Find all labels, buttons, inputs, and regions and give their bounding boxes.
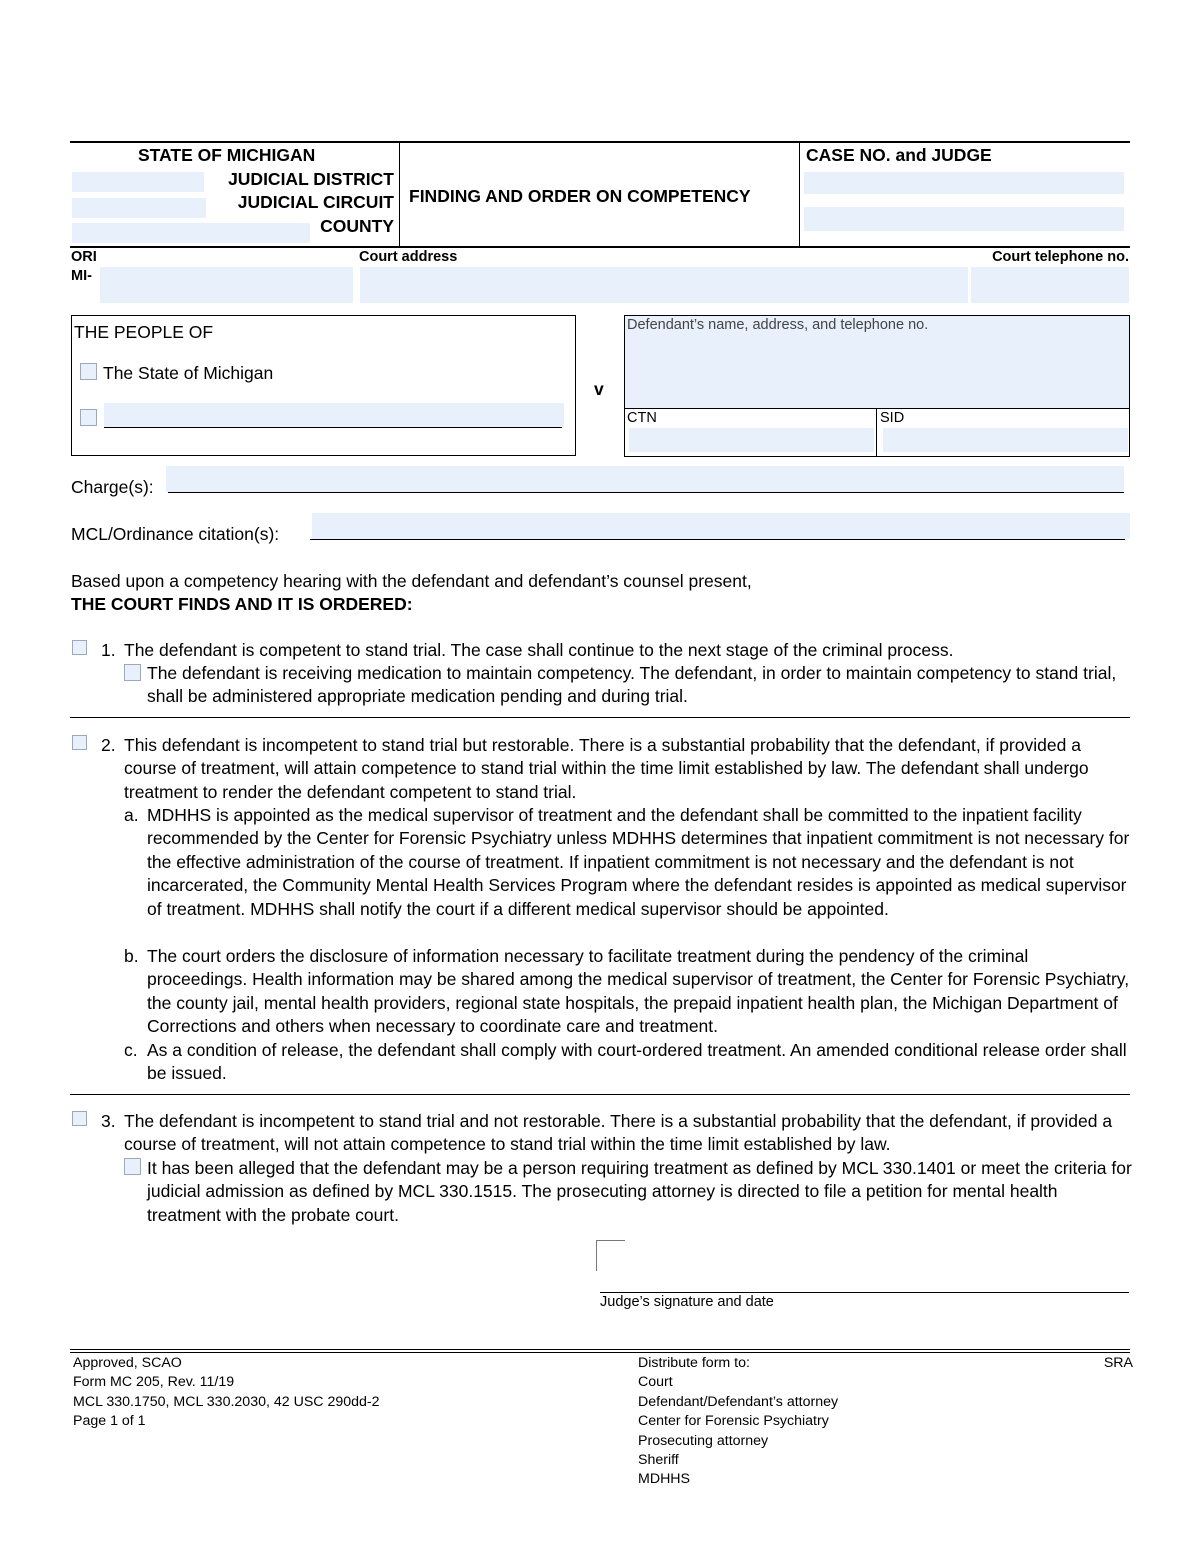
item-1-checkbox[interactable] <box>72 640 87 655</box>
charges-label: Charge(s): <box>71 477 154 497</box>
ori-field[interactable] <box>100 267 353 303</box>
ori-label: ORI <box>71 249 97 265</box>
item-1-medication-checkbox[interactable] <box>124 664 141 681</box>
people-of-label: THE PEOPLE OF <box>74 322 214 342</box>
footer-rule-top <box>70 1349 1130 1350</box>
item-1-medication-text: The defendant is receiving medication to maintain competency. The defendant, in order to maintain competency to stand trial, shall be administered appropriate medication pending and during trial. <box>147 663 1117 707</box>
judge-signature-field[interactable] <box>600 1246 1129 1292</box>
court-telephone-field[interactable] <box>971 267 1129 303</box>
footer-rule-bottom <box>70 1352 1130 1353</box>
header-top-rule <box>70 141 1130 143</box>
header-bottom-rule <box>70 246 1130 248</box>
state-of-michigan-label: The State of Michigan <box>103 363 274 383</box>
item-2b-text: The court orders the disclosure of information necessary to facilitate treatment during the pendency of the criminal proceedings. Health information may be shared among the medical supervisor of treatment, the Center for Forensic Psychiatry, the county jail, mental health providers, regional state hospitals, the prepaid inpatient health plan, the Michigan Department of Corrections and others when necessary to coordinate care and treatment. <box>147 946 1130 1037</box>
court-address-label: Court address <box>359 249 458 265</box>
section-divider-1 <box>70 717 1130 718</box>
mcl-citation-underline <box>310 539 1125 540</box>
judge-field[interactable] <box>804 207 1124 231</box>
county-name-field[interactable] <box>72 223 310 243</box>
item-2c-text: As a condition of release, the defendant shall comply with court-ordered treatment. An amended conditional release order shall be issued. <box>147 1040 1127 1084</box>
footer-form-number: Form MC 205, Rev. 11/19 <box>73 1374 235 1391</box>
circuit-number-field[interactable] <box>72 198 206 218</box>
mcl-citation-label: MCL/Ordinance citation(s): <box>71 524 280 544</box>
footer-page-number: Page 1 of 1 <box>73 1413 146 1430</box>
judicial-circuit-label: JUDICIAL CIRCUIT <box>237 192 394 212</box>
distribute-label: Distribute form to: <box>638 1355 750 1371</box>
ctn-label: CTN <box>627 410 657 426</box>
other-plaintiff-checkbox[interactable] <box>80 409 97 426</box>
footer-distribution <box>638 1354 838 1490</box>
county-label: COUNTY <box>320 216 394 236</box>
header-divider-right <box>799 142 800 246</box>
signature-line <box>600 1292 1129 1293</box>
item-2-number: 2. <box>101 735 116 755</box>
item-2c-letter: c. <box>124 1040 138 1060</box>
header-divider-left <box>399 142 400 246</box>
case-number-field[interactable] <box>804 172 1124 194</box>
court-telephone-label: Court telephone no. <box>992 249 1129 265</box>
district-number-field[interactable] <box>72 172 204 192</box>
sid-field[interactable] <box>883 428 1128 452</box>
item-2a-letter: a. <box>124 805 139 825</box>
distribute-item: Center for Forensic Psychiatry <box>638 1413 829 1430</box>
item-3-text: The defendant is incompetent to stand trial and not restorable. There is a substantial probability that the defendant, if provided a course of treatment, will not attain competence to stand trial within the time limit established by law. <box>124 1111 1113 1155</box>
versus-label: v <box>594 379 604 399</box>
defendant-box-divider <box>625 408 1129 409</box>
distribute-item: MDHHS <box>638 1471 691 1488</box>
item-2b-letter: b. <box>124 946 139 966</box>
charges-underline <box>168 492 1124 493</box>
footer-mcl-citations: MCL 330.1750, MCL 330.2030, 42 USC 290dd-2 <box>73 1393 380 1410</box>
state-of-michigan-checkbox[interactable] <box>80 363 97 380</box>
ctn-field[interactable] <box>629 428 874 452</box>
intro-text: Based upon a competency hearing with the defendant and defendant’s counsel present, <box>71 571 752 591</box>
sid-label: SID <box>880 410 905 426</box>
mcl-citation-field[interactable] <box>312 513 1130 539</box>
footer-approved: Approved, SCAO <box>73 1355 182 1371</box>
footer-sra: SRA <box>1103 1355 1133 1371</box>
section-divider-2 <box>70 1094 1130 1095</box>
distribute-item: Sheriff <box>638 1452 679 1469</box>
judge-signature-label: Judge’s signature and date <box>600 1294 774 1310</box>
state-heading: STATE OF MICHIGAN <box>138 145 316 165</box>
other-plaintiff-underline <box>104 427 562 428</box>
ctn-sid-divider <box>876 409 877 456</box>
item-3-petition-checkbox[interactable] <box>124 1158 141 1175</box>
other-plaintiff-field[interactable] <box>104 403 564 427</box>
item-2-text: This defendant is incompetent to stand trial but restorable. There is a substantial probability that the defendant, if provided a course of treatment, will attain competence to stand trial within the time limit established by law. The defendant shall undergo treatment to render the defendant competent to stand trial. <box>124 735 1089 802</box>
charges-field[interactable] <box>166 466 1124 492</box>
item-3-number: 3. <box>101 1111 116 1131</box>
item-2-checkbox[interactable] <box>72 735 87 750</box>
item-3-petition-text: It has been alleged that the defendant may be a person requiring treatment as defined by MCL 330.1401 or meet the criteria for judicial admission as defined by MCL 330.1515. The prosecuting attorney is directed to file a petition for mental health treatment with the probate court. <box>147 1158 1132 1225</box>
court-address-field[interactable] <box>360 267 968 303</box>
item-1-text: The defendant is competent to stand trial. The case shall continue to the next stage of the criminal process. <box>124 640 954 660</box>
distribute-item: Defendant/Defendant’s attorney <box>638 1393 839 1410</box>
order-heading: THE COURT FINDS AND IT IS ORDERED: <box>71 594 413 614</box>
form-title: FINDING AND ORDER ON COMPETENCY <box>409 186 751 206</box>
judicial-district-label: JUDICIAL DISTRICT <box>228 169 394 189</box>
mi-label: MI- <box>71 268 92 284</box>
item-2a-text: MDHHS is appointed as the medical supervisor of treatment and the defendant shall be committed to the inpatient facility recommended by the Center for Forensic Psychiatry unless MDHHS determines that inpatient commitment is not necessary for the effective administration of the course of treatment. If inpatient commitment is not necessary and the defendant is not incarcerated, the Community Mental Health Services Program where the defendant resides is appointed as medical supervisor of treatment. MDHHS shall notify the court if a different medical supervisor should be appointed. <box>147 805 1130 919</box>
distribute-item: Court <box>638 1374 673 1391</box>
defendant-info-label: Defendant’s name, address, and telephone no. <box>627 317 929 333</box>
item-1-number: 1. <box>101 640 116 660</box>
case-number-label: CASE NO. and JUDGE <box>806 145 992 165</box>
distribute-item: Prosecuting attorney <box>638 1432 769 1449</box>
footer-left <box>73 1354 380 1432</box>
item-3-checkbox[interactable] <box>72 1111 87 1126</box>
